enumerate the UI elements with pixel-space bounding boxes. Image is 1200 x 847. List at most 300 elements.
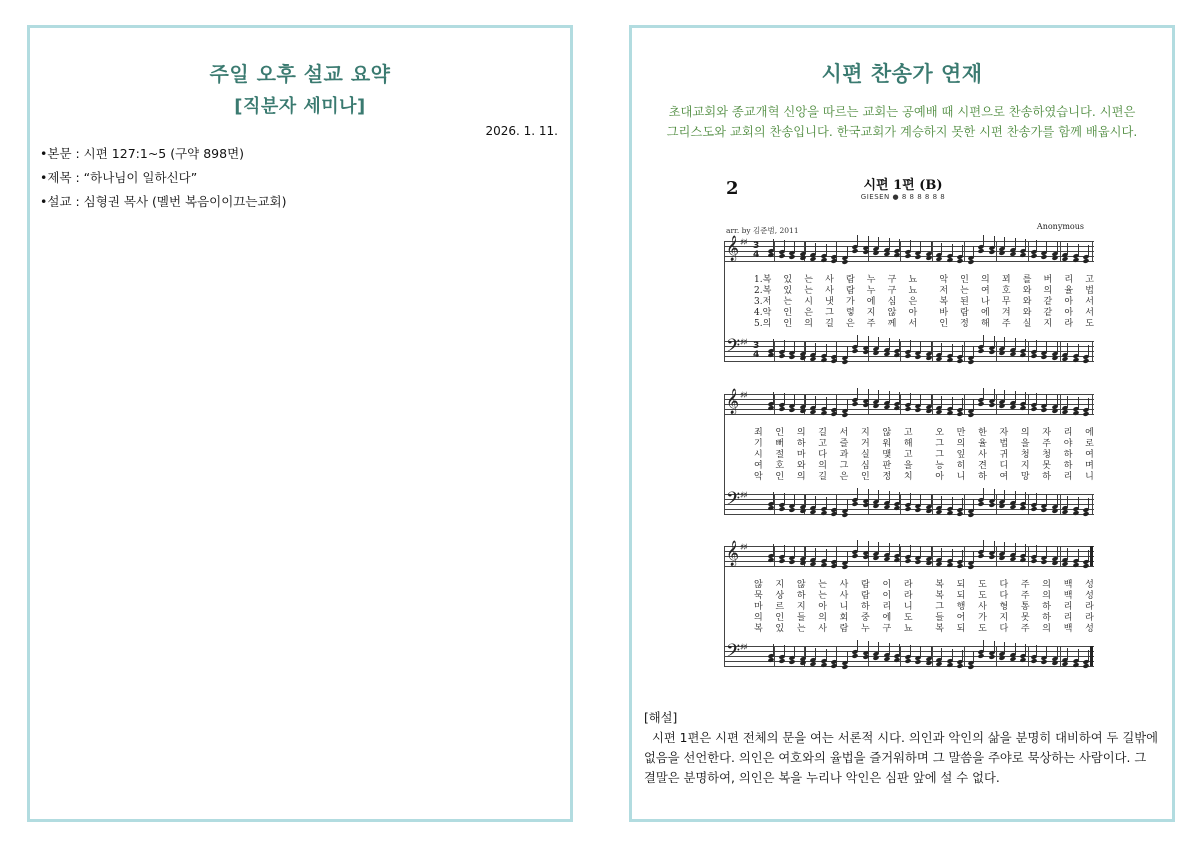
lyric-syllable: 들: [796, 613, 806, 623]
note-icon: [956, 258, 963, 264]
note-icon: [830, 358, 837, 364]
note-stem: [1057, 342, 1058, 354]
note-stem: [815, 548, 816, 560]
note-icon: [778, 406, 785, 412]
note-stem: [973, 651, 974, 663]
note-stem: [805, 242, 806, 254]
note-icon: [820, 257, 827, 263]
note-icon: [1040, 659, 1047, 665]
note-stem: [1067, 648, 1068, 660]
lyric-syllable: 인: [783, 319, 793, 329]
note-icon: [851, 553, 858, 559]
note-stem: [1046, 546, 1047, 558]
note-stem: [973, 551, 974, 563]
lyric-syllable: 성: [1085, 580, 1094, 590]
lyric-syllable: 여: [981, 286, 990, 296]
note-stem: [773, 544, 774, 556]
note-stem: [868, 489, 869, 501]
lyric-syllable: 되: [956, 591, 966, 601]
note-icon: [977, 501, 984, 507]
lyric-syllable: 에: [882, 613, 892, 623]
note-stem: [1078, 344, 1079, 356]
lyric-syllable: 성: [1085, 624, 1094, 634]
lyric-syllable: 은: [804, 308, 813, 318]
note-icon: [967, 359, 974, 365]
note-stem: [836, 650, 837, 662]
lyric-syllable: 에: [1085, 428, 1094, 438]
lyric-syllable: 백: [1063, 624, 1073, 634]
lyric-syllable: 지: [1043, 319, 1053, 329]
note-icon: [967, 512, 974, 518]
note-stem: [836, 550, 837, 562]
intro-line: 초대교회와 종교개혁 신앙을 따르는 교회는 공예배 때 시편으로 찬송하였습니다. 시편은: [668, 105, 1136, 119]
note-stem: [952, 497, 953, 509]
note-stem: [931, 495, 932, 507]
note-icon: [841, 564, 848, 570]
note-stem: [847, 551, 848, 563]
note-stem: [1067, 496, 1068, 508]
lyric-syllable: 사: [825, 275, 834, 285]
note-icon: [914, 507, 921, 513]
lyric-syllable: 람: [960, 308, 969, 318]
note-stem: [1025, 392, 1026, 404]
lyric-syllable: 백: [1063, 580, 1073, 590]
note-stem: [1078, 549, 1079, 561]
note-stem: [983, 540, 984, 552]
lyric-syllable: 여: [999, 472, 1009, 482]
lyric-syllable: 의: [818, 461, 827, 471]
note-icon: [841, 259, 848, 265]
note-stem: [994, 541, 995, 553]
note-icon: [830, 663, 837, 669]
bass-clef-icon: 𝄢: [726, 336, 741, 361]
hymn-title: 시편 1편 (B): [863, 178, 943, 193]
note-icon: [904, 558, 911, 564]
lyric-syllable: 의: [956, 439, 966, 449]
note-stem: [794, 646, 795, 658]
lyric-syllable: 인: [783, 308, 793, 318]
lyric-syllable: 그: [935, 439, 944, 449]
note-stem: [889, 238, 890, 250]
note-icon: [1019, 352, 1026, 358]
key-signature-icon: ♯♯: [740, 543, 747, 553]
lyric-line: [754, 450, 1094, 461]
note-stem: [826, 344, 827, 356]
lyric-line: [754, 613, 1094, 624]
note-stem: [1078, 649, 1079, 661]
lyric-syllable: 사: [839, 591, 849, 601]
lyric-syllable: 중: [861, 613, 870, 623]
lyric-syllable: 도: [903, 613, 913, 623]
note-stem: [920, 394, 921, 406]
lyric-syllable: 해: [981, 319, 990, 329]
lyric-syllable: 만: [956, 428, 966, 438]
note-stem: [1046, 394, 1047, 406]
note-icon: [788, 254, 795, 260]
lyric-syllable: 니: [903, 602, 913, 612]
lyrics-block: [754, 580, 1094, 635]
lyric-syllable: 들: [935, 613, 944, 623]
lyric-syllable: 의: [1042, 624, 1051, 634]
lyric-line: [754, 428, 1094, 439]
sermon-info-list: [40, 146, 570, 210]
note-stem: [983, 235, 984, 247]
note-stem: [836, 398, 837, 410]
note-stem: [941, 343, 942, 355]
note-icon: [988, 349, 995, 355]
note-icon: [1030, 506, 1037, 512]
note-stem: [1004, 642, 1005, 654]
psalm-hymn-panel: [629, 25, 1175, 822]
note-stem: [857, 540, 858, 552]
note-stem: [784, 340, 785, 352]
lyric-syllable: 실: [1022, 319, 1032, 329]
lyric-syllable: 라: [903, 591, 913, 601]
lyric-syllable: 않: [754, 580, 763, 590]
note-icon: [1030, 658, 1037, 664]
lyric-syllable: 인: [861, 472, 870, 482]
info-preacher: •설교 : 심형권 목사 (멜번 복음이이끄는교회): [40, 194, 287, 209]
note-icon: [1019, 405, 1026, 411]
note-stem: [1046, 341, 1047, 353]
note-icon: [977, 401, 984, 407]
note-icon: [1019, 657, 1026, 663]
note-icon: [914, 407, 921, 413]
note-icon: [988, 654, 995, 660]
lyric-syllable: 누: [861, 624, 870, 634]
note-icon: [1030, 558, 1037, 564]
lyric-syllable: 도: [1085, 319, 1094, 329]
lyric-syllable: 백: [1063, 591, 1073, 601]
note-stem: [910, 645, 911, 657]
note-stem: [836, 245, 837, 257]
lyric-syllable: 의: [1042, 591, 1051, 601]
lyric-syllable: 복: [935, 624, 944, 634]
hymn-author: Anonymous: [1036, 222, 1084, 231]
lyric-syllable: 그: [935, 602, 944, 612]
note-stem: [962, 498, 963, 510]
lyric-syllable: 은: [845, 319, 855, 329]
note-stem: [1088, 498, 1089, 510]
note-stem: [784, 393, 785, 405]
lyric-syllable: 3.저: [754, 297, 772, 307]
note-stem: [1036, 340, 1037, 352]
lyric-syllable: 같: [1043, 308, 1053, 318]
note-icon: [946, 257, 953, 263]
note-icon: [841, 512, 848, 518]
note-stem: [857, 235, 858, 247]
note-stem: [805, 342, 806, 354]
note-icon: [914, 354, 921, 360]
note-stem: [920, 494, 921, 506]
note-icon: [1030, 406, 1037, 412]
note-stem: [1025, 544, 1026, 556]
lyric-syllable: 같: [1043, 297, 1053, 307]
note-stem: [773, 492, 774, 504]
lyric-syllable: 하: [978, 472, 987, 482]
lyric-syllable: 이: [882, 591, 892, 601]
note-icon: [904, 406, 911, 412]
lyric-syllable: 누: [866, 275, 876, 285]
note-icon: [988, 402, 995, 408]
lyric-syllable: 인: [775, 613, 785, 623]
note-stem: [857, 335, 858, 347]
time-signature: 3 4: [753, 241, 760, 260]
hymn-number: 2: [726, 178, 739, 199]
lyric-syllable: 야: [1063, 439, 1073, 449]
lyric-syllable: 회: [839, 613, 849, 623]
lyric-syllable: 라: [903, 580, 913, 590]
note-stem: [1025, 339, 1026, 351]
note-icon: [1082, 563, 1089, 569]
note-stem: [941, 243, 942, 255]
lyric-syllable: 주: [1042, 439, 1051, 449]
lyric-syllable: 치: [903, 472, 913, 482]
lyric-syllable: 과: [839, 450, 849, 460]
note-stem: [1067, 396, 1068, 408]
lyric-syllable: 도: [978, 580, 987, 590]
lyric-syllable: 사: [839, 580, 849, 590]
note-stem: [931, 647, 932, 659]
lyric-syllable: 묵: [754, 591, 763, 601]
lyric-syllable: 라: [1085, 613, 1094, 623]
lyric-syllable: 버: [1043, 275, 1053, 285]
lyric-syllable: 여: [754, 461, 763, 471]
lyric-syllable: 능: [935, 461, 944, 471]
lyric-syllable: 복: [939, 297, 949, 307]
note-stem: [815, 496, 816, 508]
lyric-syllable: 지: [796, 602, 806, 612]
note-stem: [899, 492, 900, 504]
note-stem: [1078, 244, 1079, 256]
note-icon: [830, 258, 837, 264]
treble-clef-icon: 𝄞: [726, 236, 740, 261]
note-stem: [899, 239, 900, 251]
note-stem: [962, 398, 963, 410]
note-stem: [1025, 239, 1026, 251]
note-stem: [1036, 545, 1037, 557]
lyric-syllable: 겨: [1001, 308, 1011, 318]
note-icon: [946, 662, 953, 668]
music-system: [724, 541, 1094, 686]
lyric-syllable: 즐: [839, 439, 849, 449]
note-icon: [977, 248, 984, 254]
lyric-syllable: 렇: [845, 308, 855, 318]
note-icon: [1040, 507, 1047, 513]
note-stem: [962, 245, 963, 257]
note-icon: [914, 659, 921, 665]
note-stem: [794, 546, 795, 558]
note-stem: [983, 488, 984, 500]
note-icon: [1072, 257, 1079, 263]
lyric-syllable: 인: [960, 275, 969, 285]
lyric-syllable: 악: [939, 275, 949, 285]
sermon-subtitle: [직분자 세미나]: [234, 96, 366, 117]
note-stem: [878, 490, 879, 502]
note-stem: [794, 494, 795, 506]
lyric-syllable: 고: [818, 439, 827, 449]
lyric-syllable: 되: [956, 580, 966, 590]
note-stem: [857, 388, 858, 400]
staff: [724, 336, 1094, 361]
note-icon: [1019, 557, 1026, 563]
note-icon: [788, 507, 795, 513]
note-icon: [1019, 505, 1026, 511]
lyric-syllable: 는: [804, 286, 813, 296]
note-stem: [973, 346, 974, 358]
hymn-score: [702, 166, 1104, 688]
note-icon: [1030, 253, 1037, 259]
note-icon: [977, 553, 984, 559]
note-stem: [868, 389, 869, 401]
lyric-syllable: 지: [1020, 461, 1030, 471]
note-icon: [914, 254, 921, 260]
lyric-syllable: 주: [1001, 319, 1011, 329]
sermon-date: 2026. 1. 11.: [485, 124, 558, 138]
info-scripture: •본문 : 시편 127:1~5 (구약 898면): [40, 146, 245, 161]
lyric-syllable: 는: [783, 297, 793, 307]
lyric-syllable: 서: [908, 319, 918, 329]
lyric-syllable: 가: [978, 613, 987, 623]
commentary-text: 시편 1편은 시편 전체의 문을 여는 서론적 시다. 의인과 악인의 삶을 분명히 대비하여 두 길밖에 없음을 선언한다. 의인은 여호와의 율법을 즐거워하며 그 말씀을 주야로 묵상하는 사람이다. 그 결말은 분명하여, 의인은 복을 누리나 악인은 심판 앞에 설 수 없다.: [644, 731, 1158, 785]
lyric-syllable: 법: [1085, 286, 1094, 296]
note-stem: [805, 495, 806, 507]
staff: [724, 541, 1094, 566]
note-stem: [973, 399, 974, 411]
note-stem: [931, 395, 932, 407]
lyric-syllable: 다: [999, 580, 1009, 590]
lyric-syllable: 구: [882, 624, 892, 634]
lyric-syllable: 5.의: [754, 319, 772, 329]
key-signature-icon: ♯♯: [740, 238, 747, 248]
note-stem: [878, 642, 879, 654]
lyric-syllable: 의: [1020, 428, 1030, 438]
lyric-syllable: 리: [882, 602, 892, 612]
note-stem: [973, 246, 974, 258]
note-stem: [1057, 242, 1058, 254]
note-icon: [1072, 357, 1079, 363]
lyric-syllable: 하: [1063, 450, 1073, 460]
note-stem: [826, 649, 827, 661]
note-icon: [851, 248, 858, 254]
lyric-syllable: 하: [1042, 613, 1051, 623]
lyric-syllable: 의: [1043, 286, 1053, 296]
lyric-line: [754, 591, 1094, 602]
note-icon: [967, 259, 974, 265]
lyric-syllable: 4.악: [754, 308, 772, 318]
lyric-line: [754, 308, 1094, 319]
lyrics-block: [754, 428, 1094, 483]
note-stem: [910, 393, 911, 405]
lyric-syllable: 견: [978, 461, 987, 471]
lyric-syllable: 람: [845, 275, 855, 285]
note-stem: [952, 649, 953, 661]
note-stem: [1067, 243, 1068, 255]
lyric-line: [754, 286, 1094, 297]
lyrics-block: [754, 275, 1094, 330]
staff: [724, 389, 1094, 414]
lyric-syllable: 무: [1001, 297, 1011, 307]
lyric-syllable: 정: [960, 319, 969, 329]
note-icon: [1019, 252, 1026, 258]
staff: [724, 236, 1094, 261]
lyric-syllable: 행: [956, 602, 966, 612]
lyric-syllable: 뇨: [903, 624, 913, 634]
note-stem: [878, 237, 879, 249]
lyric-syllable: 귀: [999, 450, 1009, 460]
lyric-syllable: 인: [939, 319, 949, 329]
note-stem: [910, 545, 911, 557]
lyric-syllable: 지: [861, 428, 870, 438]
note-stem: [1025, 644, 1026, 656]
lyric-syllable: 리: [1063, 472, 1073, 482]
note-icon: [967, 664, 974, 670]
note-stem: [899, 339, 900, 351]
note-icon: [820, 410, 827, 416]
note-icon: [946, 357, 953, 363]
note-icon: [778, 353, 785, 359]
lyric-syllable: 사: [825, 286, 834, 296]
lyric-syllable: 통: [1020, 602, 1030, 612]
lyric-syllable: 하: [1063, 461, 1073, 471]
lyric-line: [754, 275, 1094, 286]
lyric-syllable: 니: [1085, 472, 1094, 482]
note-stem: [773, 239, 774, 251]
note-stem: [920, 546, 921, 558]
note-icon: [956, 511, 963, 517]
lyric-syllable: 청: [1020, 450, 1030, 460]
lyric-syllable: 하: [1042, 602, 1051, 612]
note-stem: [1057, 647, 1058, 659]
note-stem: [1036, 240, 1037, 252]
note-icon: [1082, 258, 1089, 264]
note-icon: [956, 563, 963, 569]
note-stem: [1015, 491, 1016, 503]
lyric-syllable: 꾀: [1001, 275, 1011, 285]
note-stem: [889, 643, 890, 655]
note-icon: [788, 407, 795, 413]
key-signature-icon: ♯♯: [740, 643, 747, 653]
lyric-syllable: 라: [1064, 319, 1074, 329]
lyric-syllable: 지: [775, 580, 785, 590]
lyric-line: [754, 580, 1094, 591]
psalm-hymn-intro: [642, 102, 1162, 142]
note-stem: [941, 648, 942, 660]
note-icon: [967, 412, 974, 418]
lyric-syllable: 리: [1064, 275, 1074, 285]
note-stem: [1057, 395, 1058, 407]
lyric-syllable: 에: [866, 297, 876, 307]
lyric-syllable: 거: [861, 439, 870, 449]
note-stem: [1015, 543, 1016, 555]
note-icon: [1082, 663, 1089, 669]
lyric-syllable: 상: [775, 591, 785, 601]
lyric-syllable: 주: [1020, 624, 1030, 634]
lyric-syllable: 복: [935, 591, 944, 601]
note-stem: [920, 341, 921, 353]
lyric-syllable: 의: [1042, 580, 1051, 590]
lyric-syllable: 는: [796, 624, 806, 634]
note-stem: [994, 236, 995, 248]
note-stem: [868, 336, 869, 348]
lyric-syllable: 못: [1020, 613, 1030, 623]
note-stem: [889, 391, 890, 403]
note-stem: [931, 242, 932, 254]
lyric-syllable: 나: [981, 297, 990, 307]
note-stem: [815, 648, 816, 660]
note-icon: [851, 501, 858, 507]
note-stem: [941, 548, 942, 560]
